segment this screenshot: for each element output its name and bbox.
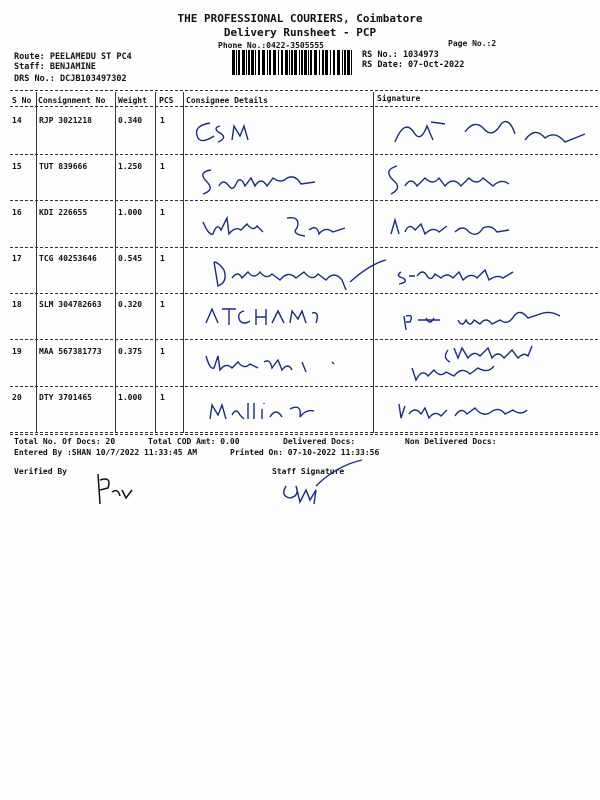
signature-image	[383, 160, 533, 204]
cell-pcs: 1	[160, 393, 165, 402]
cell-weight: 1.000	[118, 208, 143, 217]
consignee-handwriting	[190, 118, 270, 152]
row-rule	[10, 432, 598, 433]
signature-image	[408, 338, 558, 390]
table-top-rule	[10, 90, 598, 91]
document-title: Delivery Runsheet - PCP	[223, 26, 377, 39]
signature-image	[395, 396, 535, 430]
route-label: Route: PEELAMEDU ST PC4	[14, 52, 132, 62]
cod-amount: Total COD Amt: 0.00	[148, 437, 240, 446]
entered-by: Entered By :SHAN 10/7/2022 11:33:45 AM	[14, 448, 198, 457]
page-number: Page No.:2	[448, 39, 497, 48]
printed-on: Printed On: 07-10-2022 11:33:56	[230, 448, 380, 457]
col-header-consignment: Consignment No	[38, 96, 106, 105]
rs-date: RS Date: 07-Oct-2022	[362, 60, 465, 70]
cell-sno: 17	[12, 254, 22, 263]
consignee-handwriting	[197, 162, 337, 202]
cell-consignment: DTY 3701465	[39, 393, 92, 402]
cell-sno: 14	[12, 116, 22, 125]
signature-image	[385, 112, 595, 156]
cell-weight: 1.000	[118, 393, 143, 402]
footer-rule	[10, 434, 598, 435]
header-bottom-rule	[10, 106, 598, 107]
cell-consignment: TCG 40253646	[39, 254, 97, 263]
verifier-signature-image	[92, 470, 142, 510]
cell-sno: 18	[12, 300, 22, 309]
drs-label: DRS No.: DCJB103497302	[14, 74, 127, 84]
cell-weight: 0.545	[118, 254, 143, 263]
col-header-pcs: PCS	[159, 96, 174, 105]
non-delivered-docs: Non Delivered Docs:	[405, 437, 497, 446]
cell-pcs: 1	[160, 254, 165, 263]
verified-by-label: Verified By	[14, 467, 67, 476]
cell-sno: 19	[12, 347, 22, 356]
cell-sno: 16	[12, 208, 22, 217]
cell-consignment: KDI 226655	[39, 208, 88, 217]
cell-consignment: SLM 304782663	[39, 300, 102, 309]
barcode-icon	[232, 50, 354, 75]
col-header-signature: Signature	[377, 94, 421, 103]
rs-number: RS No.: 1034973	[362, 50, 439, 60]
signature-image	[395, 262, 525, 290]
col-header-weight: Weight	[118, 96, 147, 105]
cell-consignment: RJP 3021218	[39, 116, 92, 125]
consignee-handwriting	[197, 208, 357, 248]
staff-label: Staff: BENJAMINE	[14, 62, 96, 72]
phone-number: Phone No.:0422-3505555	[218, 41, 324, 50]
cell-pcs: 1	[160, 116, 165, 125]
cell-pcs: 1	[160, 162, 165, 171]
cell-pcs: 1	[160, 347, 165, 356]
staff-signature-label: Staff Signature	[272, 467, 345, 476]
cell-consignment: TUT 839666	[39, 162, 88, 171]
cell-weight: 0.375	[118, 347, 143, 356]
cell-weight: 0.340	[118, 116, 143, 125]
cell-consignment: MAA 567381773	[39, 347, 102, 356]
cell-sno: 20	[12, 393, 22, 402]
consignee-handwriting	[210, 252, 390, 298]
signature-image	[385, 214, 515, 248]
consignee-handwriting	[206, 395, 326, 429]
cell-pcs: 1	[160, 300, 165, 309]
company-name: THE PROFESSIONAL COURIERS, Coimbatore	[177, 12, 423, 25]
col-header-consignee: Consignee Details	[186, 96, 268, 105]
col-divider	[183, 92, 184, 433]
staff-signature-image	[276, 456, 366, 510]
col-divider	[115, 92, 116, 433]
consignee-handwriting	[202, 348, 342, 382]
cell-sno: 15	[12, 162, 22, 171]
col-divider	[155, 92, 156, 433]
col-divider	[36, 92, 37, 433]
cell-pcs: 1	[160, 208, 165, 217]
consignee-handwriting	[202, 301, 332, 333]
signature-image	[400, 298, 570, 342]
delivered-docs: Delivered Docs:	[283, 437, 356, 446]
col-header-sno: S No	[12, 96, 32, 105]
total-docs: Total No. Of Docs: 20	[14, 437, 116, 446]
cell-weight: 0.320	[118, 300, 143, 309]
cell-weight: 1.250	[118, 162, 143, 171]
